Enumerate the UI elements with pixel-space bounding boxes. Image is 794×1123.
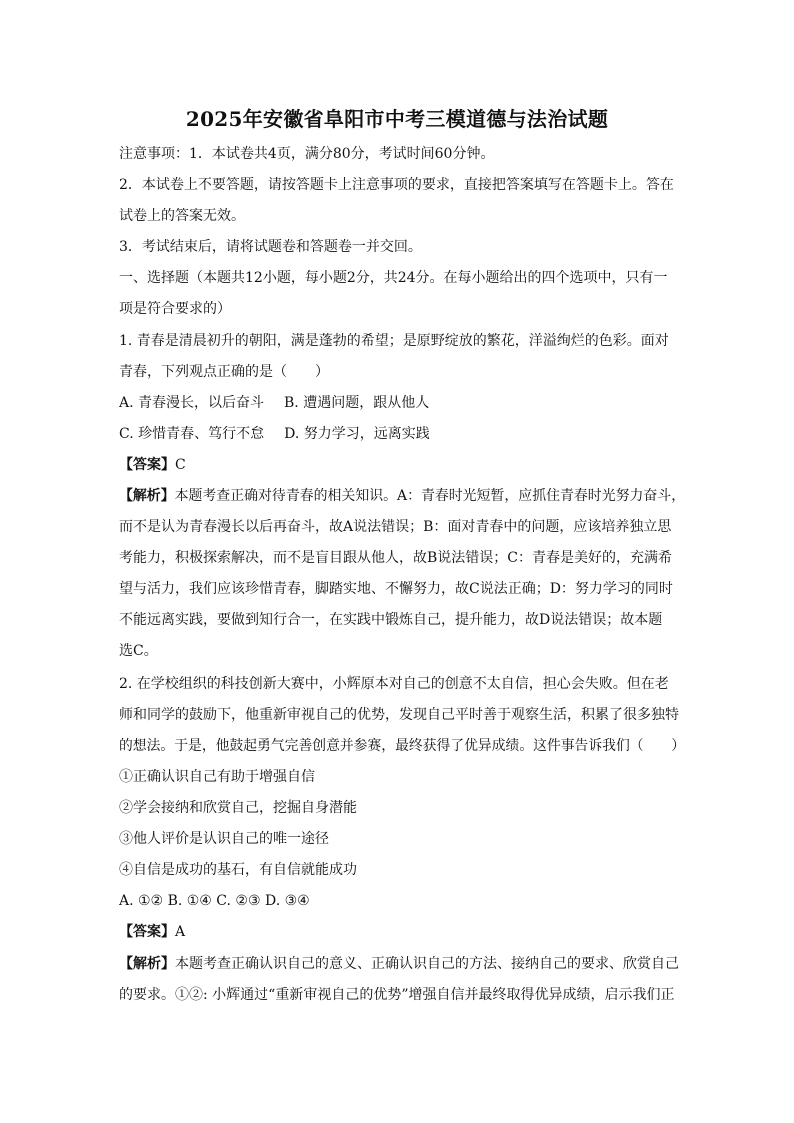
page-title: 2025年安徽省阜阳市中考三模道德与法治试题: [185, 107, 609, 131]
q1-option-row-1: [119, 393, 429, 413]
q1-option-c: C. 珍惜青春、笃行不怠: [119, 426, 265, 442]
q2-stem-line-2: 师和同学的鼓励下，他重新审视自己的优势，发现自己平时善于观察生活，积累了很多独特: [119, 707, 679, 723]
q2-answer-value: A: [175, 924, 186, 940]
notice-line-4: 3．考试结束后，请将试题卷和答题卷一并交回。: [119, 239, 422, 255]
notice-line-1: 注意事项：1．本试卷共4页，满分80分，考试时间60分钟。: [119, 146, 495, 162]
section-heading-line-1: 一、选择题（本题共12小题，每小题2分，共24分。在每小题给出的四个选项中，只有一: [119, 270, 668, 286]
q1-analysis-line-1: 【解析】本题考查正确对待青春的相关知识。A：青春时光短暂，应抓住青春时光努力奋斗，: [119, 488, 685, 504]
q1-analysis-line-4: 望与活力，我们应该珍惜青春，脚踏实地、不懈努力，故C说法正确；D：努力学习的同时: [119, 581, 673, 597]
q1-answer-value: C: [175, 457, 186, 473]
q1-analysis-line-6: 选C。: [119, 643, 158, 659]
q1-analysis-line-5: 不能远离实践，要做到知行合一，在实践中锻炼自己，提升能力，故D说法错误；故本题: [119, 612, 663, 628]
q1-stem-line-1: 1. 青春是清晨初升的朝阳，满是蓬勃的希望；是原野绽放的繁花，洋溢绚烂的色彩。面对: [119, 333, 669, 349]
q1-option-a: A. 青春漫长，以后奋斗: [119, 395, 265, 411]
q2-stem-line-3: 的想法。于是，他鼓起勇气完善创意并参赛，最终获得了优异成绩。这件事告诉我们（ ）: [119, 738, 685, 754]
notice-line-2: 2．本试卷上不要答题，请按答题卡上注意事项的要求，直接把答案填写在答题卡上。答在: [119, 177, 674, 193]
q2-item-4: ④自信是成功的基石，有自信就能成功: [119, 862, 357, 878]
q1-option-row-2: [119, 424, 430, 444]
q2-stem-line-1: 2. 在学校组织的科技创新大赛中，小辉原本对自己的创意不太自信，担心会失败。但在老: [119, 676, 669, 692]
q2-answer: [119, 922, 685, 942]
q1-analysis-line-3: 考能力，积极探索解决，而不是盲目跟从他人，故B说法错误；C：青春是美好的，充满希: [119, 550, 672, 566]
q2-answer-label: 【答案】: [119, 924, 175, 940]
notice-line-3: 试卷上的答案无效。: [119, 208, 245, 224]
q2-item-1: ①正确认识自己有助于增强自信: [119, 769, 315, 785]
section-heading-line-2: 项是符合要求的）: [119, 301, 231, 317]
q1-stem-line-2: 青春，下列观点正确的是（ ）: [119, 364, 329, 380]
q1-answer-label: 【答案】: [119, 457, 175, 473]
q2-analysis-label: 【解析】: [119, 956, 175, 972]
q2-analysis-line-2: 的要求。①②: 小辉通过“重新审视自己的优势”增强自信并最终取得优异成绩，启示我们正: [119, 987, 675, 1003]
q1-analysis-label: 【解析】: [119, 488, 175, 504]
q1-answer: [119, 455, 685, 475]
q1-option-b: B. 遭遇问题，跟从他人: [284, 395, 430, 411]
q2-item-3: ③他人评价是认识自己的唯一途径: [119, 831, 329, 847]
q1-analysis-line-2: 而不是认为青春漫长以后再奋斗，故A说法错误；B：面对青春中的问题，应该培养独立思: [119, 519, 672, 535]
q2-item-2: ②学会接纳和欣赏自己，挖掘自身潜能: [119, 800, 357, 816]
q1-option-d: D. 努力学习，远离实践: [284, 426, 430, 442]
q2-analysis-line-1: 【解析】本题考查正确认识自己的意义、正确认识自己的方法、接纳自己的要求、欣赏自己: [119, 956, 679, 972]
q2-options: A. ①② B. ①④ C. ②③ D. ③④: [119, 893, 310, 909]
